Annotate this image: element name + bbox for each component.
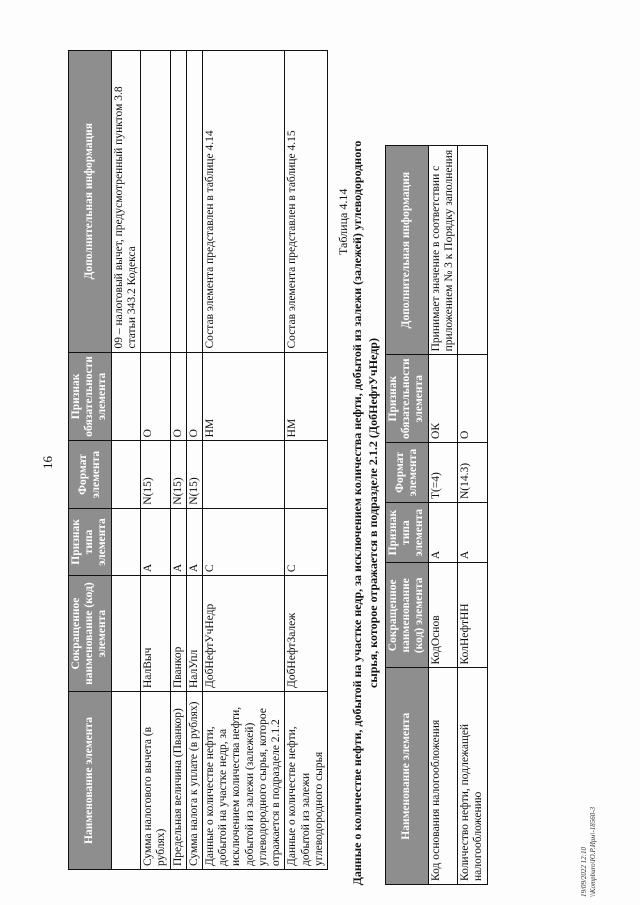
cell (111, 441, 140, 508)
cell: Сумма налогового вычета (в рублях) (141, 692, 170, 870)
print-stamp (580, 807, 598, 897)
cell: Данные о количестве нефти, добытой из залежи углеводородного сырья (285, 692, 328, 870)
cell (186, 51, 202, 353)
header-cell: Сокращенное наименование (код) элемента (69, 576, 112, 692)
cell: О (458, 355, 487, 443)
cell: N(15) (186, 441, 202, 508)
cell (170, 51, 186, 353)
table-row (202, 51, 284, 870)
cell: НалУпл (186, 576, 202, 692)
cell: Пванкор (170, 576, 186, 692)
header-cell: Признак обязательности элемента (386, 355, 429, 443)
header-cell: Формат элемента (386, 442, 429, 502)
cell: КолНефтНН (458, 563, 487, 668)
cell: О (141, 352, 170, 441)
cell: А (428, 503, 457, 563)
cell: Состав элемента представлен в таблице 4.15 (285, 51, 328, 353)
cell (285, 441, 328, 508)
header-cell: Сокращенное наименование (код) элемента (386, 563, 429, 668)
header-cell: Наименование элемента (69, 692, 112, 870)
cell: О (170, 352, 186, 441)
cell: ОК (428, 355, 457, 443)
cell: А (170, 508, 186, 575)
header-cell: Признак обязательности элемента (69, 352, 112, 441)
table-header-row (386, 146, 429, 885)
table-row (141, 51, 170, 870)
cell: Т(=4) (428, 442, 457, 502)
header-cell: Формат элемента (69, 441, 112, 508)
cell: ДобНефтЗалеж (285, 576, 328, 692)
cell: А (186, 508, 202, 575)
table-row (186, 51, 202, 870)
cell: НМ (285, 352, 328, 441)
table-row (458, 146, 487, 885)
table-header-row (69, 51, 112, 870)
cell: С (202, 508, 284, 575)
cell (111, 508, 140, 575)
cell: НалВыч (141, 576, 170, 692)
cell (202, 441, 284, 508)
table-row (285, 51, 328, 870)
page-number: 16 (40, 456, 55, 469)
cell: Сумма налога к уплате (в рублях) (186, 692, 202, 870)
cell: КодОснов (428, 563, 457, 668)
cell: Данные о количестве нефти, добытой на участке недр, за исключением количества нефти, добытой из залежи (залежей) углеводородного сырья, которое отражается в подразделе 2.1.2 (202, 692, 284, 870)
cell: Предельная величина (Пванкор) (170, 692, 186, 870)
cell: С (285, 508, 328, 575)
stamp-line: \\Kompburo\Ю.Р.Ирм\-18560-3 (588, 806, 597, 897)
cell: НМ (202, 352, 284, 441)
header-cell: Признак типа элемента (386, 503, 429, 563)
cell (111, 352, 140, 441)
stamp-line: 19/09/2022 12:10 (580, 847, 588, 897)
cell: N(15) (170, 441, 186, 508)
table-row (428, 146, 457, 885)
table-main (68, 50, 328, 870)
cell: О (186, 352, 202, 441)
table-row (111, 51, 140, 870)
cell (458, 146, 487, 355)
cell: Код основания налогообложения (428, 668, 457, 885)
header-cell: Признак типа элемента (69, 508, 112, 575)
header-cell: Дополнительная информация (69, 51, 112, 353)
cell: Количество нефти, подлежащей налогообложению (458, 668, 487, 885)
header-cell: Дополнительная информация (386, 146, 429, 355)
cell: Принимает значение в соответствии с приложением № 3 к Порядку заполнения (428, 146, 457, 355)
table-row (170, 51, 186, 870)
cell: А (458, 503, 487, 563)
table-number: Таблица 4.14 (336, 188, 350, 255)
cell: Состав элемента представлен в таблице 4.14 (202, 51, 284, 353)
cell (141, 51, 170, 353)
table-title: Данные о количестве нефти, добытой на участке недр, за исключением количества нефти, добытой из залежи (залежей) углеводородного сырья, которое отражается в подразделе 2.1.2 (ДобНефтУчНедр) (350, 140, 380, 886)
cell: 09 – налоговый вычет, предусмотренный пунктом 3.8 статьи 343.2 Кодекса (111, 51, 140, 353)
cell: ДобНефтУчНедр (202, 576, 284, 692)
cell (111, 576, 140, 692)
cell (111, 692, 140, 870)
cell: N(15) (141, 441, 170, 508)
header-cell: Наименование элемента (386, 668, 429, 885)
cell: А (141, 508, 170, 575)
cell: N(14.3) (458, 442, 487, 502)
table-4-14 (385, 145, 488, 885)
